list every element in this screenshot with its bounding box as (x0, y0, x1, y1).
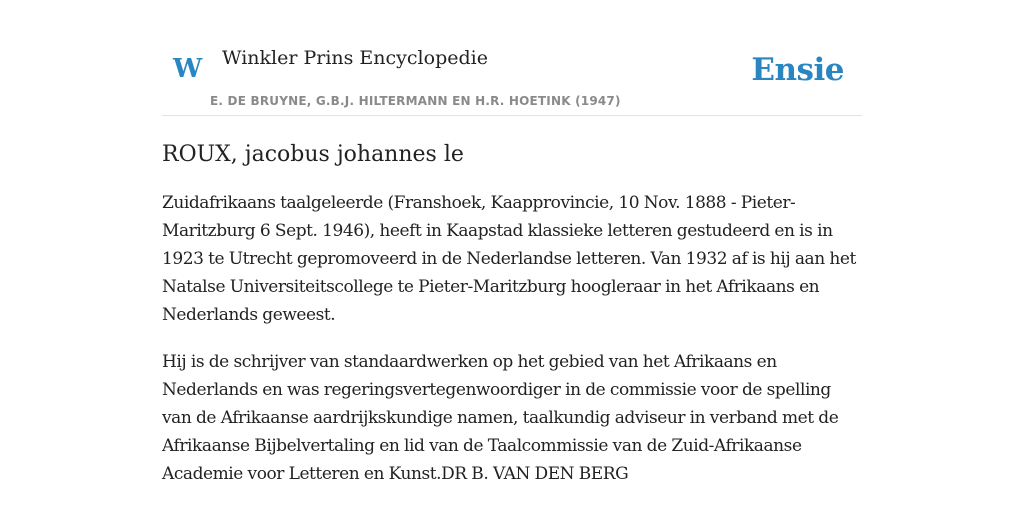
source-title[interactable]: Winkler Prins Encyclopedie (222, 47, 488, 69)
article-paragraph: Zuidafrikaans taalgeleerde (Franshoek, Kaapprovincie, 10 Nov. 1888 - Pieter-Maritzburg 6 Sept. 1946), heeft in Kaapstad klassieke letteren gestudeerd en is in 1923 te Utrecht gepromoveerd in de Nederlandse letteren. Van 1932 af is hij aan het Natalse Universiteitscollege te Pieter-Maritzburg hoogleraar in het Afrikaans en Nederlands geweest. (162, 193, 856, 325)
source-header (162, 0, 862, 116)
article-paragraph: Hij is de schrijver van standaardwerken op het gebied van het Afrikaans en Nederlands en was regeringsvertegenwoordiger in de commissie voor de spelling van de Afrikaanse aardrijkskundige namen, taalkundig adviseur in verband met de Afrikaanse Bijbelvertaling en lid van de Taalcommissie van de Zuid-Afrikaanse Academie voor Letteren en Kunst.DR B. VAN DEN BERG (162, 352, 839, 484)
source-authors: E. DE BRUYNE, G.B.J. HILTERMANN EN H.R. HOETINK (1947) (210, 94, 621, 108)
article-title: ROUX, jacobus johannes le (162, 142, 464, 167)
source-logo-icon: W (173, 54, 203, 84)
brand-logo[interactable]: Ensie (751, 52, 844, 88)
article (162, 138, 862, 507)
